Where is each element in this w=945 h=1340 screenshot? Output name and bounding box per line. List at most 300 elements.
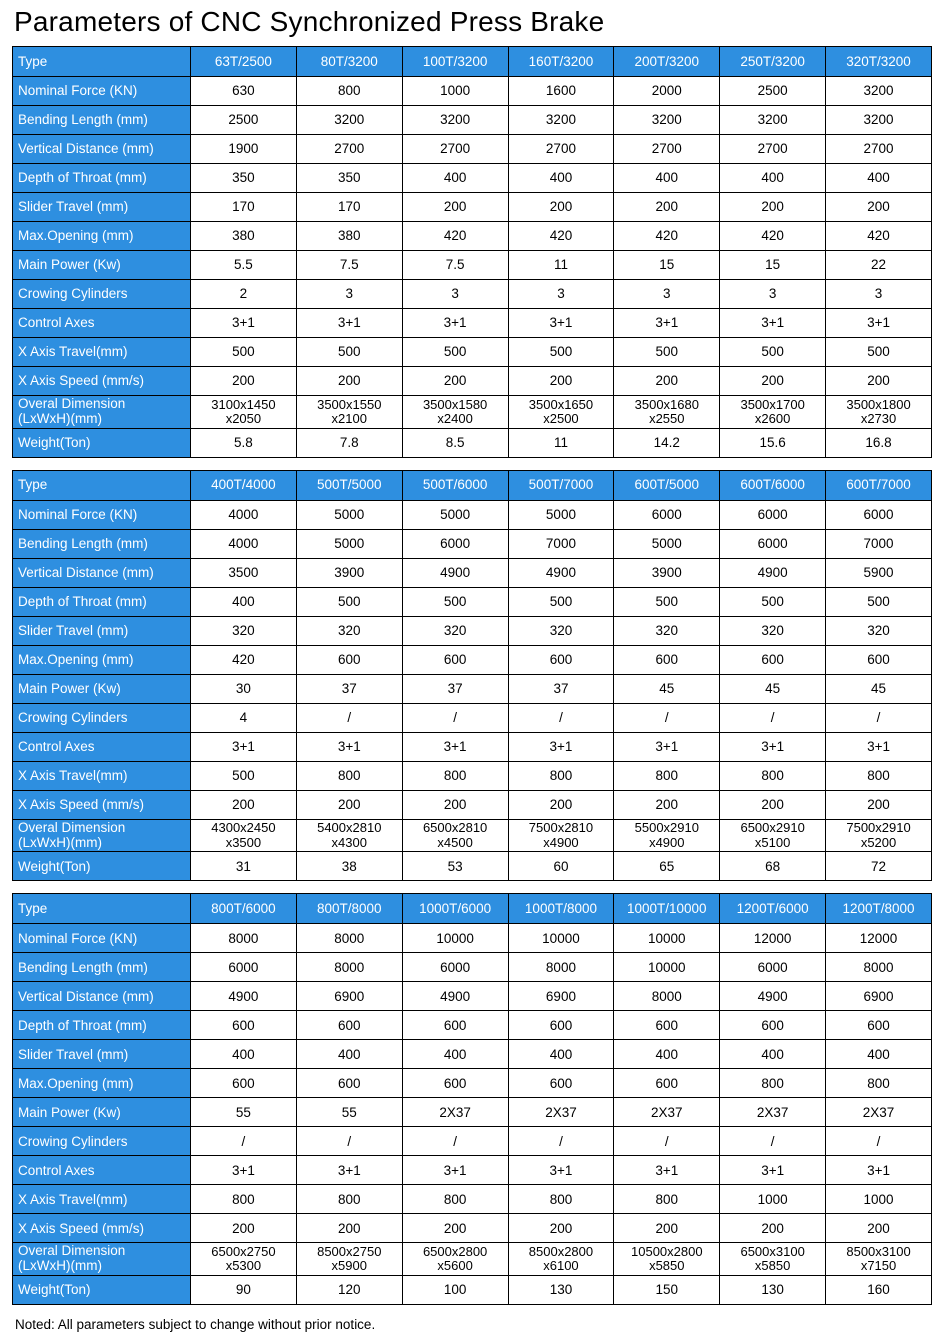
table-cell: 3+1 [508,1156,614,1185]
column-header-model: 400T/4000 [191,470,297,500]
table-cell: / [402,703,508,732]
table-cell: 2X37 [826,1098,932,1127]
table-cell: 1900 [191,135,297,164]
cell-line2: x5600 [437,1258,473,1274]
row-header: Crowing Cylinders [13,703,191,732]
table-row [13,251,932,280]
table-cell: 3 [402,280,508,309]
table-cell: 2000 [614,77,720,106]
table-cell: 3200 [826,106,932,135]
table-cell: 3 [720,280,826,309]
tables-container [12,46,933,1305]
table-cell: 3200 [614,106,720,135]
column-header-model: 1000T/8000 [508,894,614,924]
cell-line1: 6500x3100 [740,1243,805,1259]
cell-line1: 8500x2800 [528,1243,594,1259]
table-row [13,819,932,852]
table-cell: / [720,1127,826,1156]
table-cell: / [402,1127,508,1156]
table-cell: 3+1 [720,1156,826,1185]
table-cell: 320 [296,616,402,645]
table-cell: 130 [508,1276,614,1305]
table-cell: 4000 [191,500,297,529]
cell-line2: x7150 [860,1258,897,1274]
table-cell: 800 [296,1185,402,1214]
row-header: Max.Opening (mm) [13,645,191,674]
table-cell: 3+1 [614,1156,720,1185]
table-row [13,1156,932,1185]
table-cell: 400 [826,164,932,193]
table-cell: 200 [826,790,932,819]
row-header: Weight(Ton) [13,428,191,457]
table-cell: / [614,703,720,732]
table-cell: 200 [191,367,297,396]
table-cell: 500 [826,587,932,616]
table-cell: 130 [720,1276,826,1305]
table-cell: 3 [614,280,720,309]
cell-line2: x4300 [331,834,367,850]
cell-line1: 6500x2750 [211,1243,276,1259]
table-cell: 2500 [191,106,297,135]
table-cell: 65 [614,852,720,881]
table-row [13,953,932,982]
table-cell: 600 [191,1069,297,1098]
table-cell: 2X37 [720,1098,826,1127]
table-cell: 6000 [191,953,297,982]
row-header [13,396,191,429]
cell-line1: 3500x1680 [634,396,699,412]
table-cell: / [296,703,402,732]
table-cell: 400 [720,1040,826,1069]
table-cell: 600 [720,645,826,674]
table-cell [720,396,826,429]
table-cell: 400 [826,1040,932,1069]
table-header-row [13,894,932,924]
table-cell: 15 [614,251,720,280]
table-cell: 6000 [402,529,508,558]
column-header-model: 320T/3200 [826,47,932,77]
table-cell: 400 [614,1040,720,1069]
table-cell: 500 [508,587,614,616]
table-cell: 3+1 [826,1156,932,1185]
table-cell: 200 [826,1214,932,1243]
row-header: Slider Travel (mm) [13,1040,191,1069]
row-header [13,1243,191,1276]
table-cell: 320 [720,616,826,645]
table-cell: 420 [402,222,508,251]
table-row [13,1185,932,1214]
cell-line1: 6500x2800 [422,1243,488,1259]
cell-line1: 5400x2810 [317,820,382,836]
table-cell: 45 [826,674,932,703]
table-cell: 2700 [296,135,402,164]
table-row [13,674,932,703]
table-cell: 400 [508,1040,614,1069]
table-row [13,396,932,429]
column-header-model: 250T/3200 [720,47,826,77]
table-row [13,645,932,674]
table-cell: 3+1 [402,732,508,761]
table-cell: 800 [614,761,720,790]
table-row [13,924,932,953]
table-cell: 90 [191,1276,297,1305]
table-cell: 2500 [720,77,826,106]
column-header-model: 160T/3200 [508,47,614,77]
table-cell: 800 [508,1185,614,1214]
table-cell: 800 [296,761,402,790]
table-cell: 2X37 [614,1098,720,1127]
table-cell: 3200 [720,106,826,135]
row-header: Main Power (Kw) [13,251,191,280]
table-cell: 600 [614,1069,720,1098]
table-cell [296,396,402,429]
table-cell: 3+1 [720,309,826,338]
table-cell: 500 [296,587,402,616]
row-header [13,819,191,852]
table-cell: 55 [296,1098,402,1127]
table-cell: 4900 [720,558,826,587]
table-cell: 11 [508,251,614,280]
cell-line2: x5850 [649,1258,685,1274]
table-cell: 500 [191,761,297,790]
table-cell: 15.6 [720,428,826,457]
column-header-model: 200T/3200 [614,47,720,77]
table-row [13,135,932,164]
table-cell: 45 [614,674,720,703]
spec-table [12,470,932,882]
table-cell: 3900 [296,558,402,587]
table-cell: / [508,1127,614,1156]
table-row [13,1098,932,1127]
table-cell: 1600 [508,77,614,106]
cell-line2: x2730 [860,410,897,426]
table-cell: 500 [614,338,720,367]
table-cell: 100 [402,1276,508,1305]
table-row [13,428,932,457]
row-header-line2: (LxWxH)(mm) [18,1258,102,1274]
table-cell: 2700 [826,135,932,164]
table-cell: 3 [826,280,932,309]
table-cell: 5000 [402,500,508,529]
table-cell: 420 [508,222,614,251]
table-cell: 31 [191,852,297,881]
table-cell: 600 [614,1011,720,1040]
table-cell: 400 [402,1040,508,1069]
table-cell: 320 [614,616,720,645]
table-cell: 6000 [720,500,826,529]
cell-line1: 4300x2450 [211,820,276,836]
table-row [13,1069,932,1098]
cell-line1: 5500x2910 [634,820,699,836]
table-cell: 6900 [296,982,402,1011]
table-cell [614,1243,720,1276]
row-header: Bending Length (mm) [13,529,191,558]
table-row [13,761,932,790]
table-cell: 800 [402,761,508,790]
table-cell [191,396,297,429]
table-cell: / [296,1127,402,1156]
table-cell: 350 [191,164,297,193]
table-cell: 1000 [402,77,508,106]
table-cell: 600 [402,1069,508,1098]
table-cell: 4900 [191,982,297,1011]
table-cell: 6000 [614,500,720,529]
cell-line1: 3500x1800 [846,396,911,412]
table-row [13,106,932,135]
table-cell: 5.5 [191,251,297,280]
table-cell [402,396,508,429]
table-cell: 600 [402,645,508,674]
row-header: X Axis Speed (mm/s) [13,1214,191,1243]
table-row [13,703,932,732]
table-cell: 7.5 [402,251,508,280]
row-header: Control Axes [13,309,191,338]
row-header-line1: Overal Dimension [18,819,126,835]
row-header: Depth of Throat (mm) [13,587,191,616]
table-cell: / [720,703,826,732]
table-cell: 160 [826,1276,932,1305]
table-row [13,1214,932,1243]
table-row [13,616,932,645]
cell-line2: x2400 [437,410,473,426]
table-cell: 630 [191,77,297,106]
cell-line1: 8500x3100 [846,1243,911,1259]
table-cell: 350 [296,164,402,193]
table-cell: 400 [191,1040,297,1069]
table-row [13,338,932,367]
table-cell: 2 [191,280,297,309]
column-header-type: Type [13,47,191,77]
column-header-model: 100T/3200 [402,47,508,77]
table-cell: 320 [191,616,297,645]
table-cell: 400 [191,587,297,616]
table-cell: 200 [720,367,826,396]
table-cell: 800 [402,1185,508,1214]
table-cell: 200 [402,790,508,819]
table-cell: 120 [296,1276,402,1305]
table-cell: 400 [720,164,826,193]
table-row [13,367,932,396]
table-cell [402,1243,508,1276]
table-cell: 15 [720,251,826,280]
table-cell: 11 [508,428,614,457]
cell-line2: x5200 [860,834,897,850]
table-cell: 200 [402,1214,508,1243]
table-cell: 800 [720,761,826,790]
row-header-line2: (LxWxH)(mm) [18,410,102,426]
table-cell: 3+1 [614,732,720,761]
table-cell: 7000 [826,529,932,558]
table-cell: 200 [296,790,402,819]
table-cell: 8000 [614,982,720,1011]
table-cell: 3+1 [508,309,614,338]
table-row [13,529,932,558]
table-cell: 500 [720,587,826,616]
table-cell: 800 [508,761,614,790]
table-cell [720,819,826,852]
cell-line1: 3100x1450 [211,396,276,412]
row-header: Weight(Ton) [13,852,191,881]
table-cell: 3 [296,280,402,309]
row-header: Bending Length (mm) [13,953,191,982]
table-cell [402,819,508,852]
table-row [13,500,932,529]
table-cell [296,819,402,852]
table-cell: 600 [826,1011,932,1040]
table-cell: 3+1 [296,1156,402,1185]
table-cell: 5900 [826,558,932,587]
table-cell: 420 [720,222,826,251]
table-cell: 55 [191,1098,297,1127]
table-cell: 8000 [508,953,614,982]
cell-line1: 6500x2910 [740,820,805,836]
table-row [13,587,932,616]
cell-line1: 3500x1580 [422,396,488,412]
table-row [13,1243,932,1276]
table-row [13,193,932,222]
table-cell: 8000 [296,924,402,953]
table-row [13,982,932,1011]
column-header-model: 1200T/8000 [826,894,932,924]
row-header: Crowing Cylinders [13,1127,191,1156]
table-cell: 500 [826,338,932,367]
table-cell [508,1243,614,1276]
table-cell: 60 [508,852,614,881]
table-cell [191,819,297,852]
table-cell: 72 [826,852,932,881]
spec-table [12,893,932,1305]
table-cell: 6000 [720,953,826,982]
table-cell: 320 [508,616,614,645]
row-header: Vertical Distance (mm) [13,135,191,164]
cell-line1: 8500x2750 [317,1243,382,1259]
table-cell: / [614,1127,720,1156]
table-cell: 6000 [720,529,826,558]
table-cell: 7000 [508,529,614,558]
table-cell: 3+1 [826,732,932,761]
row-header: Nominal Force (KN) [13,500,191,529]
table-cell: 200 [720,790,826,819]
table-cell: 200 [508,790,614,819]
row-header: Max.Opening (mm) [13,222,191,251]
table-cell: 37 [296,674,402,703]
table-cell: 4900 [402,558,508,587]
table-cell: 3200 [826,77,932,106]
table-cell: 3+1 [614,309,720,338]
table-cell: 4900 [508,558,614,587]
table-cell: / [826,1127,932,1156]
table-cell: 200 [720,1214,826,1243]
table-cell: 3+1 [296,309,402,338]
cell-line2: x3500 [225,834,262,850]
table-cell: 420 [826,222,932,251]
table-cell: 600 [508,645,614,674]
row-header-line2: (LxWxH)(mm) [18,834,102,850]
row-header: Nominal Force (KN) [13,924,191,953]
column-header-model: 600T/6000 [720,470,826,500]
table-cell: 420 [614,222,720,251]
column-header-model: 800T/8000 [296,894,402,924]
row-header: Slider Travel (mm) [13,616,191,645]
row-header: Main Power (Kw) [13,674,191,703]
table-cell: 68 [720,852,826,881]
table-cell: 320 [402,616,508,645]
table-cell: 600 [826,645,932,674]
table-cell: 4000 [191,529,297,558]
table-cell: 200 [614,1214,720,1243]
table-cell [191,1243,297,1276]
table-cell: 4 [191,703,297,732]
cell-line2: x2550 [649,410,685,426]
cell-line2: x5300 [225,1258,262,1274]
table-cell: 8000 [296,953,402,982]
row-header: Crowing Cylinders [13,280,191,309]
table-cell: 200 [296,1214,402,1243]
table-cell: 600 [296,645,402,674]
row-header: Slider Travel (mm) [13,193,191,222]
spec-table [12,46,932,458]
table-row [13,1011,932,1040]
table-cell: 37 [402,674,508,703]
table-cell: 37 [508,674,614,703]
table-cell: 3+1 [191,1156,297,1185]
table-cell [508,819,614,852]
column-header-model: 500T/7000 [508,470,614,500]
table-cell: 400 [508,164,614,193]
cell-line1: 10500x2800 [631,1243,703,1259]
row-header-line1: Overal Dimension [18,1243,126,1259]
table-cell: 2700 [614,135,720,164]
table-cell: 30 [191,674,297,703]
table-row [13,309,932,338]
column-header-model: 1000T/10000 [614,894,720,924]
table-cell: 200 [720,193,826,222]
table-cell: 800 [826,1069,932,1098]
cell-line1: 7500x2810 [528,820,594,836]
table-cell [296,1243,402,1276]
table-cell: 380 [191,222,297,251]
table-cell: 800 [826,761,932,790]
table-cell: 800 [296,77,402,106]
table-cell: 38 [296,852,402,881]
table-row [13,1127,932,1156]
table-cell: 600 [720,1011,826,1040]
table-cell: 4900 [402,982,508,1011]
table-cell: 3900 [614,558,720,587]
column-header-model: 500T/6000 [402,470,508,500]
table-cell [826,819,932,852]
cell-line2: x5100 [754,834,791,850]
column-header-model: 1200T/6000 [720,894,826,924]
table-cell: 3200 [296,106,402,135]
table-cell: 200 [191,790,297,819]
table-cell: 3 [508,280,614,309]
table-cell: 200 [508,367,614,396]
table-cell: 2700 [402,135,508,164]
row-header-line1: Overal Dimension [18,396,126,411]
table-cell: 7.5 [296,251,402,280]
row-header: Control Axes [13,732,191,761]
table-cell: 8000 [826,953,932,982]
table-cell: 3+1 [191,309,297,338]
table-row [13,164,932,193]
row-header: Weight(Ton) [13,1276,191,1305]
table-cell: 3+1 [826,309,932,338]
table-cell: 14.2 [614,428,720,457]
table-row [13,77,932,106]
table-cell: 500 [508,338,614,367]
table-row [13,732,932,761]
